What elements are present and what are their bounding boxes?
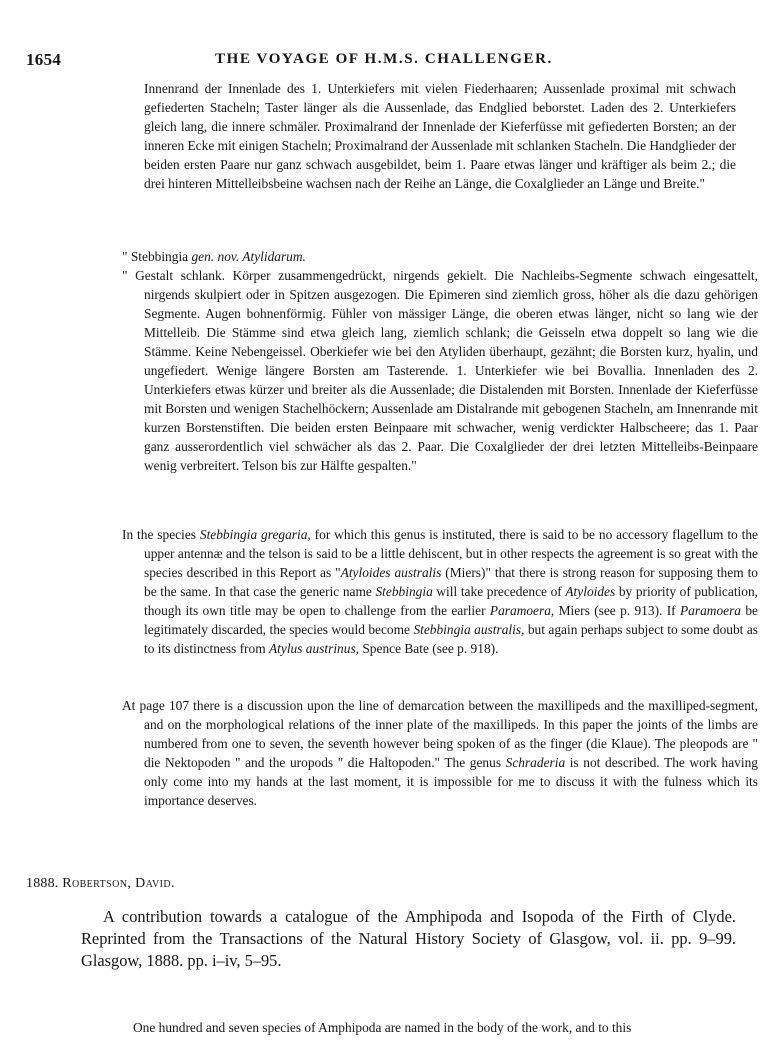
genus-name: Stebbingia (130, 249, 189, 264)
text-run: will take precedence of (432, 584, 566, 599)
text-run: be legitimately discarded, the species would become (144, 603, 758, 637)
genus-open-quote: " (122, 249, 131, 264)
genus-name: Atyloides (565, 584, 616, 599)
entry-author: Robertson, David. (62, 876, 175, 891)
genus-note: gen. nov. Atylidarum. (191, 249, 306, 264)
genus-name: Stebbingia (375, 584, 433, 599)
text-run: is not described. The work having only come into my hands at the last moment, it is impossible for me to discuss it with the fulness which its importance deserves. (144, 755, 758, 808)
text-run: At page 107 there is a discussion upon the line of demarcation between the maxillipeds and the maxilliped-segment, and on the morphological relations of the inner plate of the maxillipeds. In this paper the joints of the limbs are numbered from one to seven, the seventh however being spoken of as the finger (die Klaue). The pleopods are " die Nektopoden " and the uropods " die Haltopoden." The genus (122, 698, 758, 770)
entry-year: 1888. (26, 876, 59, 891)
entry-title: A contribution towards a catalogue of the Amphipoda and Isopoda of the Firth of Clyde. Reprinted from the Transactions of the Natural History Society of Glasgow, vol. ii. pp. 9–99. Glasgow, 1888. pp. i–iv, 5–95. (81, 907, 736, 970)
genus-name: Paramoera, (489, 603, 555, 618)
text-run: Miers (see p. 913). If (554, 603, 680, 618)
species-name: Atylus austrinus, (268, 641, 360, 656)
species-name: Stebbingia gregaria, (199, 527, 311, 542)
species-name: Atyloides australis (340, 565, 442, 580)
text-run: for which this genus is instituted, there is said to be no accessory flagellum to the upper antennæ and the telson is said to be a little dehiscent, but in other respects the agreement is so great with the species described in this Report as " (144, 527, 758, 580)
species-name: Stebbingia australis, (413, 622, 525, 637)
genus-name: Paramoera (680, 603, 741, 618)
quoted-description-continued: Innenrand der Innenlade des 1. Unterkiefers mit vielen Fiederhaaren; Aussenlade proximal mit schwach gefiederten Stacheln; Taster länger als die Aussenlade, das Endglied beborstet. Laden des 2. Unterkiefers gleich lang, die innere schmäler. Proximalrand der Innenlade der Kieferfüsse mit gefiederten Borsten; an der inneren Ecke mit einigen Stacheln; Proximalrand der Aussenlade mit schlanken Stacheln. Die Handglieder der beiden ersten Paare nur ganz schwach ausgebildet, beim 1. Paare etwas länger und kräftiger als beim 2.; die drei hinteren Mittelleibsbeine wachsen nach der Reihe an Länge, die Coxalglieder an Länge und Breite." (144, 81, 736, 191)
genus-name: Schraderia (505, 755, 566, 770)
paragraph-stebbingia (122, 525, 758, 658)
text-run: (Miers)" that there is strong reason for supposing them to be the same. In that case the generic name (144, 565, 758, 599)
text-run: by priority of publication, though its own title may be open to challenge from the earlier (144, 584, 759, 618)
text-run: Spence Bate (see p. 918). (359, 641, 499, 656)
entry-note: One hundred and seven species of Amphipoda are named in the body of the work, and to this (133, 1020, 632, 1035)
running-title: THE VOYAGE OF H.M.S. CHALLENGER. (215, 51, 553, 67)
page-header (0, 50, 776, 74)
bibliography-entry-heading (26, 876, 175, 892)
text-run: but again perhaps subject to some doubt as to its distinctness from (144, 622, 758, 656)
genus-description-quote: " Gestalt schlank. Körper zusammengedrückt, nirgends gekielt. Die Nachleibs-Segmente schwach eingesattelt, nirgends skulpiert oder in Spitzen ausgezogen. Die Epimeren sind ziemlich gross, höher als die dazu gehörigen Segmente. Augen bohnenförmig. Fühler von mässiger Länge, die oberen etwas länger, nicht so lang wie der Mittelleib. Die Stämme sind etwa gleich lang, ziemlich schlank; die Geisseln etwa doppelt so lang wie die Stämme. Keine Nebengeissel. Oberkiefer wie bei den Atyliden überhaupt, gezähnt; die Borsten kurz, hyalin, und ungefiedert. Wenige längere Borsten am Tasterende. 1. Unterkiefer wie bei Bovallia. Innenladen des 2. Unterkiefers etwas kürzer und breiter als die Aussenlade; die Distalenden mit Borsten. Innenlade der Kieferfüsse mit Borsten und wenigen Stachelhöckern; Aussenlade am Distalrande mit gebogenen Stacheln, am Innenrande mit kurzen Borstenstiften. Die beiden ersten Beinpaare mit schwacher, wenig verdickter Halbscheere; das 1. Paar ganz ausserordentlich viel schwächer als das 2. Paar. Die Coxalglieder der drei letzten Mittelleibs-Beinpaare wenig verbreitert. Telson bis zur Hälfte gespalten." (122, 268, 758, 473)
page-number: 1654 (26, 50, 62, 69)
text-run: In the species (122, 527, 200, 542)
paragraph-maxillipeds (122, 696, 758, 810)
genus-heading (122, 247, 736, 266)
